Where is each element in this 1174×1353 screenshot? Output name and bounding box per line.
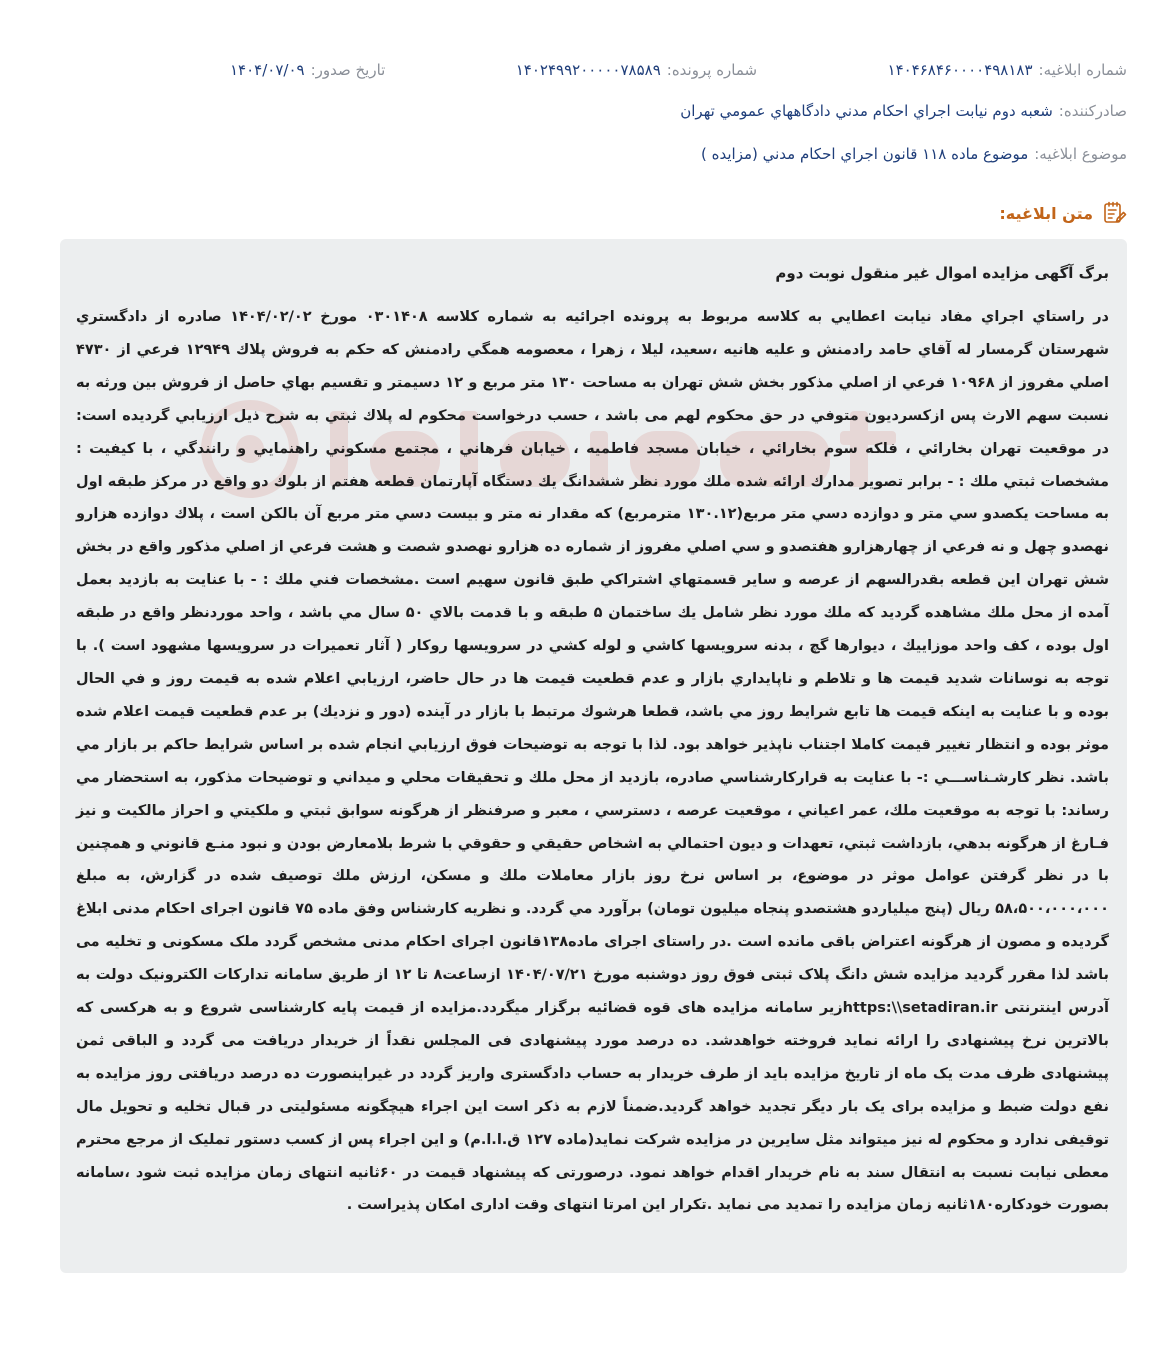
case-number-value: ۱۴۰۲۴۹۹۲۰۰۰۰۰۷۸۵۸۹ <box>515 61 661 79</box>
notice-number-label: شماره ابلاغیه: <box>1038 61 1127 79</box>
issue-date <box>230 61 385 79</box>
issuer-label: صادرکننده: <box>1058 102 1127 120</box>
subject-value: موضوع ماده ۱۱۸ قانون اجراي احكام مدني (مزايده ) <box>701 145 1029 163</box>
subject <box>701 145 1127 163</box>
document-edit-icon <box>1101 200 1127 226</box>
notice-text-section-title <box>999 200 1127 226</box>
notice-body: در راستاي اجراي مفاد نيابت اعطايي به كلاسه مربوط به پرونده اجرائيه به شماره كلاسه ۰۳۰۱۴۰۸ مورخ ۱۴۰۴/۰۲/۰۲ صادره از دادگستري شهرستان گرمسار له آقاي حامد رادمنش و عليه هانيه ،سعيد، ليلا ، زهرا ، معصومه همگي رادمنش كه حكم به فروش پلاك ۱۲۹۴۹ فرعي از ۴۷۳۰ اصلي مفروز از ۱۰۹۶۸ فرعي از اصلي مذكور بخش شش تهران به مساحت ۱۳۰ متر مربع و ۱۲ دسيمتر و تقسيم بهاي حاصل از فروش بين ورثه به نسبت سهم الارث پس ازكسرديون متوفي در حق محكوم لهم مى باشد ، حسب درخواست محكوم له پلاك ثبتي به شرح ذيل ارزيابي گرديده است: در موقعيت تهران بخارائي ، فلكه سوم بخارائي ، خيابان مسجد فاطميه ، خيابان فرهاني ، مجتمع مسكوني راهنمايي و رانندگي ، با كيفيت : مشخصات ثبتي ملك : - برابر تصوير مدارك ارائه شده ملك مورد نظر ششدانگ يك دستگاه آپارتمان قطعه هفتم از بلوك دو واقع در مركز طبقه اول به مساحت يكصدو سي متر و دوازده دسي متر مربع(۱۳۰.۱۲ مترمربع) كه مقدار نه متر و بيست دسي متر مربع آن بالكن است ، پلاك دوازده هزارو نهصدو چهل و نه فرعي از چهارهزارو هفتصدو و سي اصلي مفروز از شماره ده هزارو نهصدو شصت و هشت فرعي از اصلي مذكور واقع در بخش شش تهران اين قطعه بقدرالسهم از عرصه و ساير قسمتهاي اشتراكي طبق قانون سهيم است .مشخصات فني ملك : - با عنايت به بازديد بعمل آمده از محل ملك مشاهده گرديد كه ملك مورد نظر شامل يك ساختمان ۵ طبقه و با قدمت بالاي ۵۰ سال مي باشد ، واحد موردنظر واقع در طبقه اول بوده ، كف واحد موزاييك ، ديوارها گچ ، بدنه سرويسها كاشي و لوله كشي در سرويسها روكار ( آثار تعميرات در سرويسها مشهود است ). با توجه به نوسانات شديد قيمت ها و تلاطم و ناپايداري بازار و عدم قطعيت قيمت ها در حال حاضر، ارزيابي اعلام شده به قيمت روز و في الحال بوده و با عنايت به اينكه قيمت ها تابع شرايط روز مي باشد، قطعا هرشوك مرتبط با بازار در آينده (دور و نزديك) بر عدم قطعيت قيمت اعلام شده موثر بوده و انتظار تغيير قيمت كاملا اجتناب ناپذير خواهد بود. لذا با توجه به توضيحات فوق ارزيابي انجام شده بر اساس شرايط حاكم بر بازار مي باشد. نظر كارشـناســـي :- با عنايت به قراركارشناسي صادره، بازديد از محل ملك و تحقيقات محلي و ميداني و توضيحات مذكور، به استحضار مي رساند: با توجه به موقعيت ملك، عمر اعياني ، موقعيت عرصه ، دسترسي ، معبر و صرفنظر از هرگونه سوابق ثبتي و ملكيتي و احراز مالكيت و نيز فـارغ از هرگونه بدهي، بازداشت ثبتي، تعهدات و ديون احتمالي به اشخاص حقيقي و حقوقي با شرط بلامعارض بودن و نبود منـع قانوني و همچنين با در نظر گرفتن عوامل موثر در موضوع، بر اساس نرخ روز بازار معاملات ملك و مسكن، ارزش ملك توصيف شده در گزارش، به مبلغ ۵۸،۵۰۰،۰۰۰،۰۰۰ ريال (پنج ميلياردو هشتصدو پنجاه ميليون تومان) برآورد مي گردد. و نظريه كارشناس وفق ماده ۷۵ قانون اجرای احکام مدنی ابلاغ گرديده و مصون از هرگونه اعتراض باقی مانده است .در راستای اجرای ماده۱۳۸قانون اجرای احکام مدنی مشخص گردد ملک مسکونی و تخلیه می باشد لذا مقرر گردید مزایده شش دانگ پلاک ثبتی فوق روز دوشنبه مورخ ۱۴۰۴/۰۷/۲۱ ازساعت۸ تا ۱۲ از طریق سامانه تدارکات الکترونیک دولت به آدرس اینترنتی https:\\setadiran.irزیر سامانه مزایده های قوه قضائیه برگزار میگردد.مزایده از قیمت پایه کارشناسی شروع و به هرکسی که بالاترین نرخ پیشنهادی را ارائه نماید فروخته خواهدشد. ده درصد مورد پیشنهادی فی المجلس نقداً از خریدار دریافت می گردد و الباقی ثمن پیشنهادی ظرف مدت یک ماه از تاریخ مزایده باید از طرف خریدار به حساب دادگستری واریز گردد در غیراینصورت ده درصد دریافتی روز مزایده به نفع دولت ضبط و مزایده برای یک بار دیگر تجدید خواهد گردید.ضمناً لازم به ذکر است این اجراء هیچگونه مسئولیتی در قبال تخلیه و تحویل مال توقیفی ندارد و محکوم له نیز میتواند مثل سایرین در مزایده شرکت نماید(ماده ۱۲۷ ق.ا.ا.م) و این اجراء پس از کسب دستور تملیک از مرجع محترم معطی نیابت نسبت به انتقال سند به نام خریدار اقدام خواهد نمود. درصورتی که پیشنهاد قیمت در ۶۰ثانیه انتهای زمان مزایده ثبت شود ،سامانه بصورت خودکاره۱۸۰ثانیه زمان مزایده را تمدید می نماید .تکرار این امرتا انتهای وقت اداری امکان پذیراست . <box>76 309 1110 1214</box>
section-title-text: متن ابلاغیه: <box>999 203 1093 223</box>
notice-number <box>888 61 1127 79</box>
issue-date-value: ۱۴۰۴/۰۷/۰۹ <box>230 61 305 79</box>
case-number <box>516 61 757 79</box>
notice-number-value: ۱۴۰۴۶۸۴۶۰۰۰۰۴۹۸۱۸۳ <box>887 61 1033 79</box>
issuer-value: شعبه دوم نيابت اجراي احكام مدني دادگاههاي عمومي تهران <box>680 102 1053 120</box>
meta-row-subject <box>47 142 1127 166</box>
subject-label: موضوع ابلاغیه: <box>1034 145 1127 163</box>
notice-text-box <box>60 239 1127 1273</box>
meta-row-numbers <box>47 58 1127 82</box>
case-number-label: شماره پرونده: <box>666 61 758 79</box>
issue-date-label: تاریخ صدور: <box>310 61 386 79</box>
issuer <box>680 102 1127 120</box>
meta-row-issuer <box>47 99 1127 123</box>
notice-heading: برگ آگهی مزایده اموال غیر منقول نوبت دوم <box>775 264 1109 282</box>
